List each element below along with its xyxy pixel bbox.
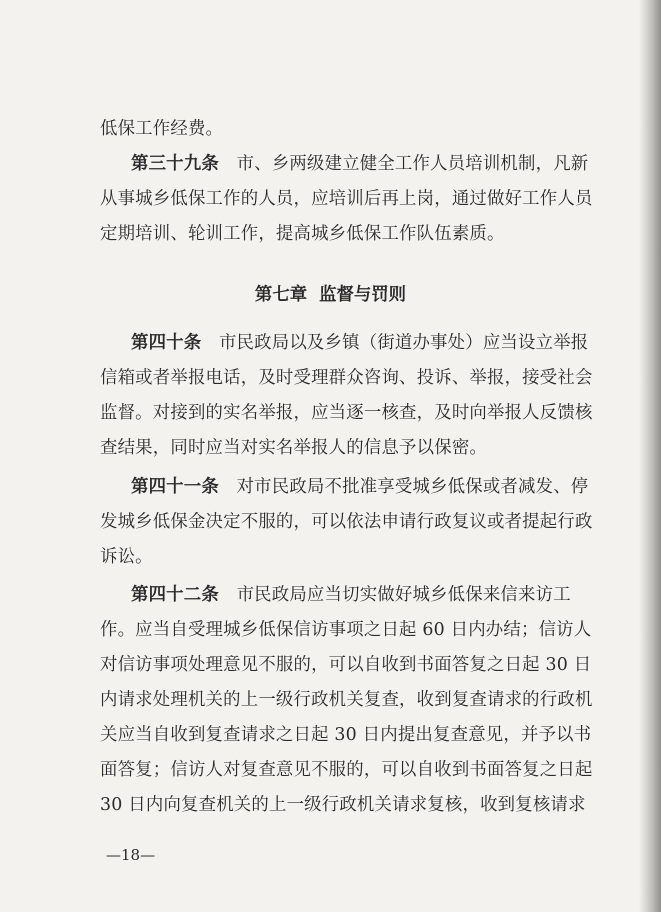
chapter-heading bbox=[0, 283, 661, 307]
paragraph-text: 从事城乡低保工作的人员，应培训后再上岗，通过做好工作人员 bbox=[100, 189, 593, 209]
article-42-line-1 bbox=[131, 583, 571, 607]
article-42-line-6 bbox=[100, 758, 593, 782]
article-label: 第四十一条 bbox=[131, 477, 219, 497]
paragraph-text: 内请求处理机关的上一级行政机关复查，收到复查请求的行政机 bbox=[100, 690, 593, 710]
paragraph-text: 面答复；信访人对复查意见不服的，可以自收到书面答复之日起 bbox=[100, 760, 593, 780]
chapter-title: 监督与罚则 bbox=[319, 285, 407, 305]
article-42-line-4 bbox=[100, 688, 593, 712]
paragraph-text: 市民政局以及乡镇（街道办事处）应当设立举报 bbox=[218, 333, 589, 353]
article-42-line-7 bbox=[100, 793, 586, 817]
paragraph-text: 定期培训、轮训工作，提高城乡低保工作队伍素质。 bbox=[100, 224, 505, 244]
article-39-line-3 bbox=[100, 222, 560, 246]
page-number: —18— bbox=[106, 846, 156, 864]
article-label: 第三十九条 bbox=[131, 154, 219, 174]
text-line bbox=[100, 117, 560, 141]
article-label: 第四十条 bbox=[131, 333, 202, 353]
paragraph-text: 市民政局应当切实做好城乡低保来信来访工 bbox=[236, 585, 571, 605]
paragraph-text: 信箱或者举报电话，及时受理群众咨询、投诉、举报，接受社会 bbox=[100, 368, 593, 388]
paragraph-text: 低保工作经费。 bbox=[100, 119, 224, 139]
paragraph-text: 发城乡低保金决定不服的，可以依法申请行政复议或者提起行政 bbox=[100, 512, 593, 532]
article-39-line-1 bbox=[131, 152, 589, 176]
article-42-line-2 bbox=[100, 618, 592, 642]
paragraph-text: 对市民政局不批准享受城乡低保或者减发、停 bbox=[236, 477, 589, 497]
article-40-line-4 bbox=[100, 436, 560, 460]
article-41-line-2 bbox=[100, 510, 593, 534]
article-42-line-5 bbox=[100, 723, 592, 747]
paragraph-text: 作。应当自受理城乡低保信访事项之日起 60 日内办结；信访人 bbox=[100, 620, 592, 640]
article-41-line-1 bbox=[131, 475, 589, 499]
paragraph-text: 关应当自收到复查请求之日起 30 日内提出复查意见，并予以书 bbox=[100, 725, 592, 745]
article-42-line-3 bbox=[100, 653, 592, 677]
article-40-line-2 bbox=[100, 366, 593, 390]
paragraph-text: 监督。对接到的实名举报，应当逐一核查，及时向举报人反馈核 bbox=[100, 403, 593, 423]
chapter-number: 第七章 bbox=[254, 285, 308, 305]
article-40-line-3 bbox=[100, 401, 593, 425]
paragraph-text: 诉讼。 bbox=[100, 547, 153, 567]
article-41-line-3 bbox=[100, 545, 560, 569]
paragraph-text: 对信访事项处理意见不服的，可以自收到书面答复之日起 30 日 bbox=[100, 655, 592, 675]
article-39-line-2 bbox=[100, 187, 593, 211]
page-edge-shadow bbox=[639, 0, 661, 912]
paragraph-text: 查结果，同时应当对实名举报人的信息予以保密。 bbox=[100, 438, 487, 458]
article-40-line-1 bbox=[131, 331, 589, 355]
paragraph-text: 30 日内向复查机关的上一级行政机关请求复核，收到复核请求 bbox=[100, 795, 586, 815]
paragraph-text: 市、乡两级建立健全工作人员培训机制，凡新 bbox=[236, 154, 589, 174]
article-label: 第四十二条 bbox=[131, 585, 219, 605]
